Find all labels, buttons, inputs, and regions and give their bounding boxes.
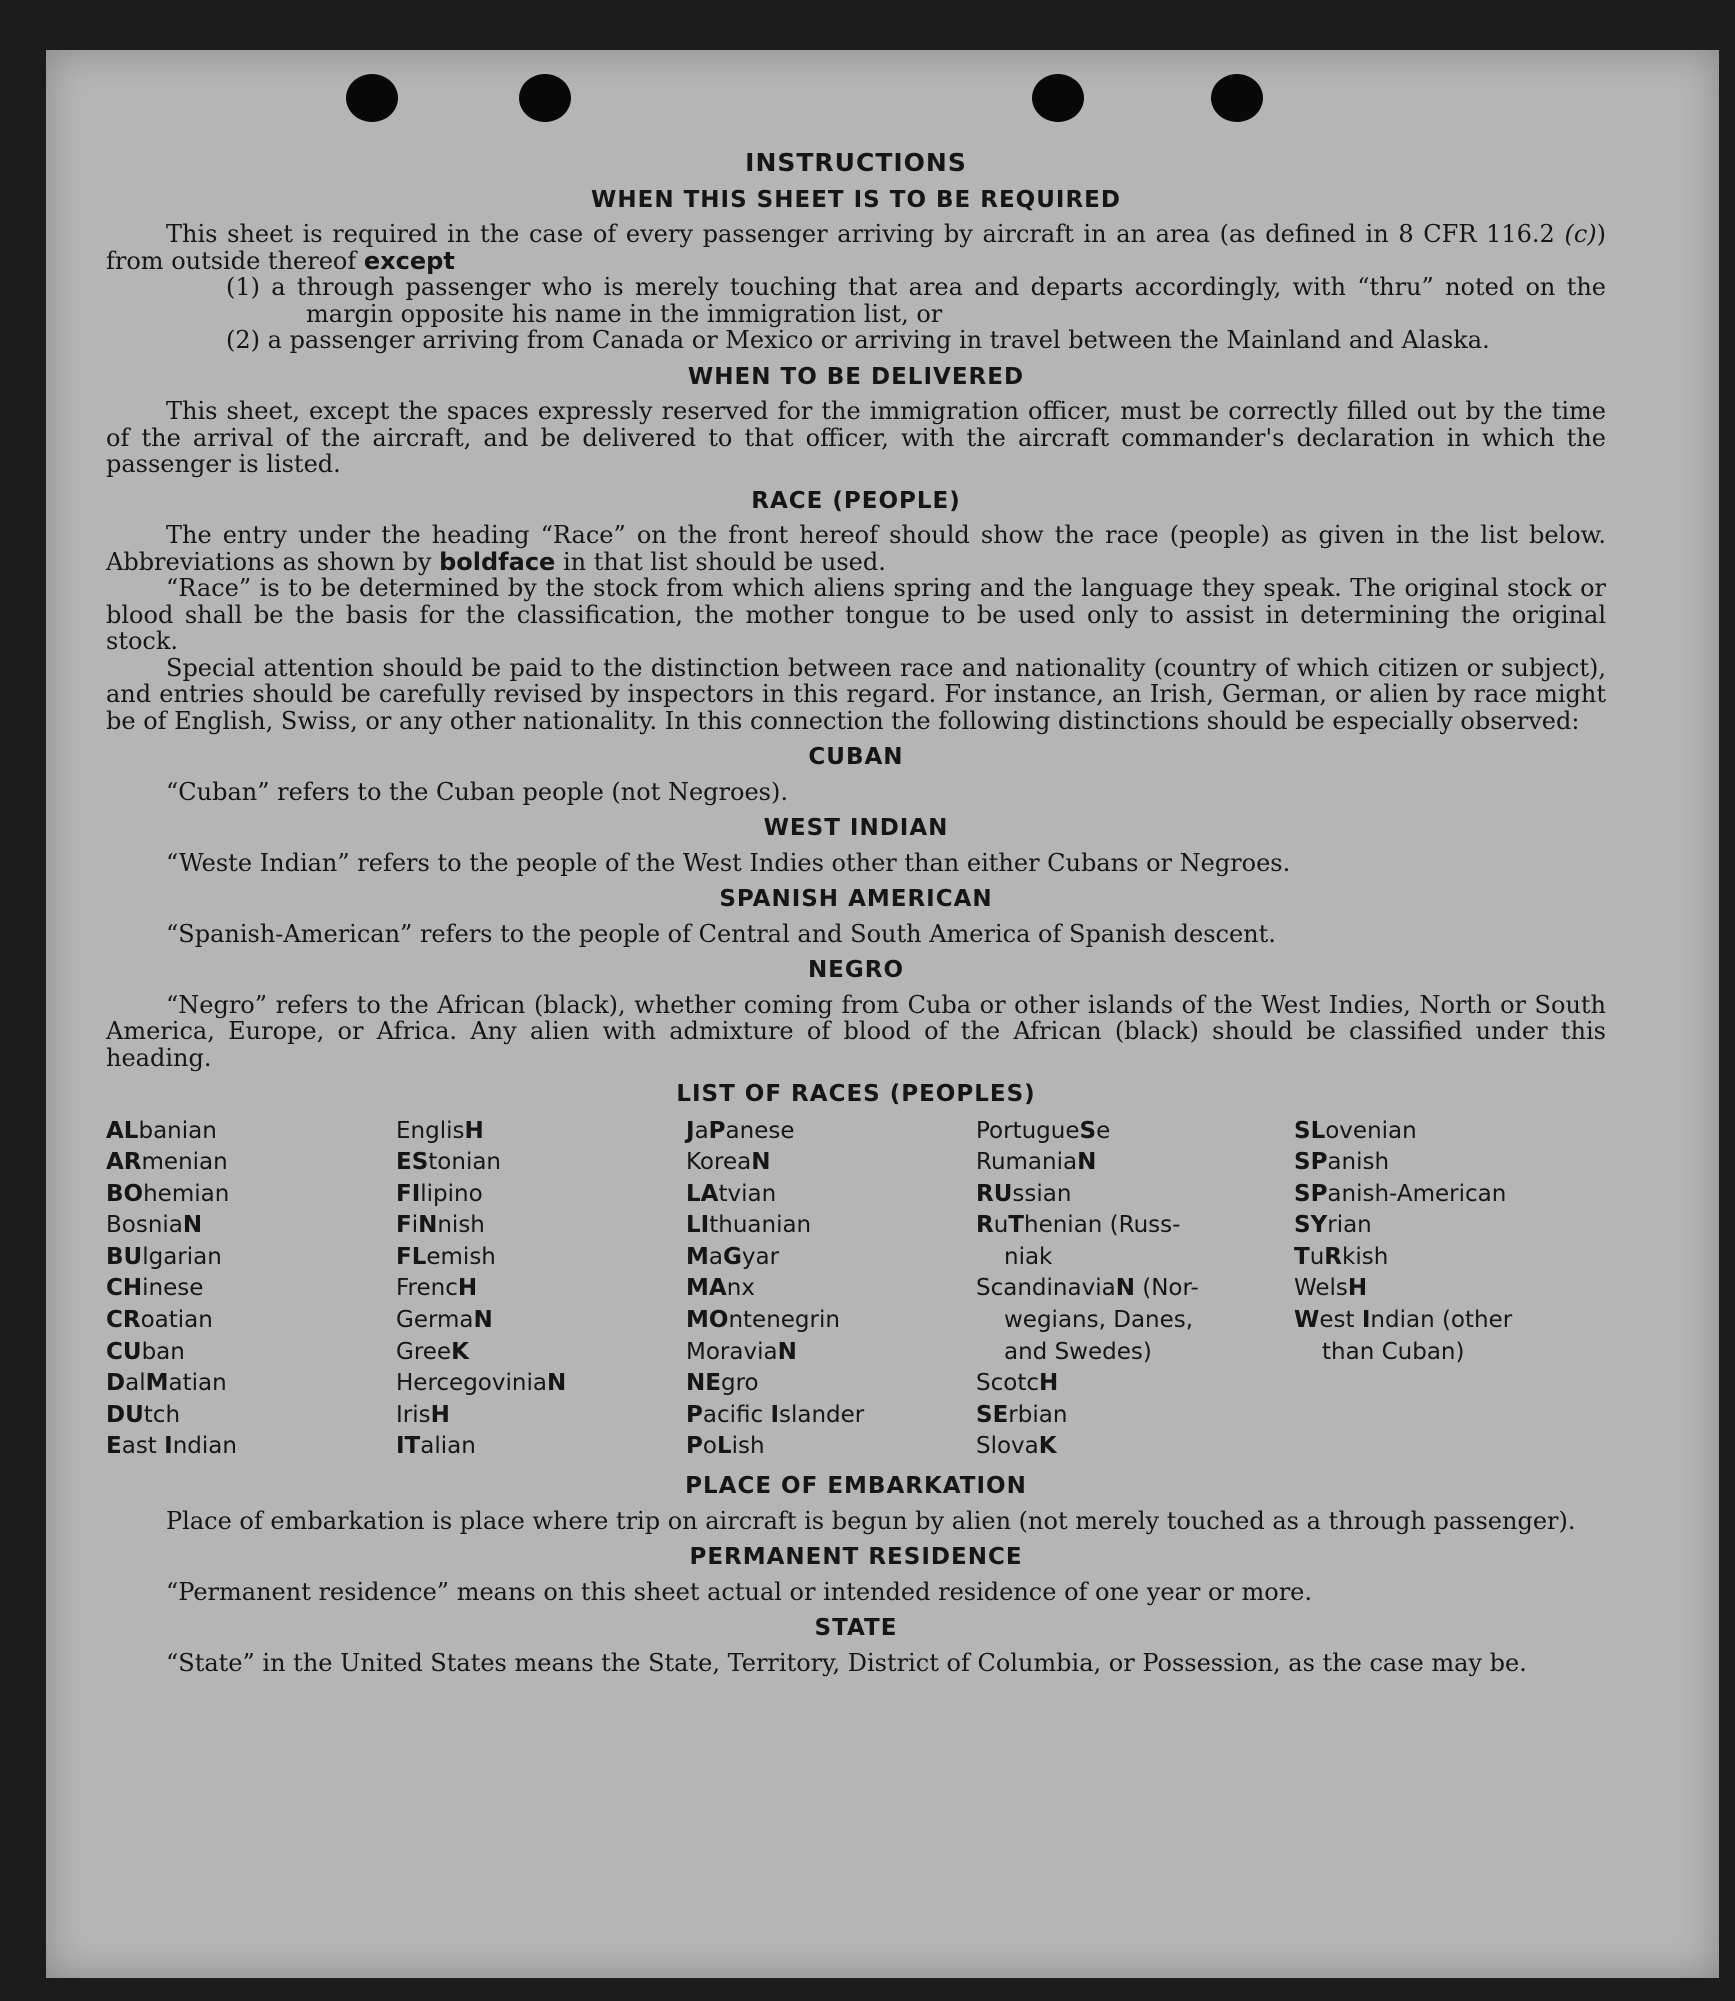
- race-entry: [976, 1400, 1294, 1432]
- race-entry-text: al: [125, 1370, 146, 1397]
- race-entry-text: alian: [420, 1433, 476, 1460]
- race-entry: [396, 1305, 686, 1337]
- paragraph-race-3: Special attention should be paid to the distinction between race and nationality (country of which citizen or subject), and entries should be carefully revised by inspectors in this regard. For instance, an Irish, German, or alien by race might be of English, Swiss, or any other nationality. In this connection the following distinctions should be especially observed:: [106, 653, 1606, 735]
- race-entry-text: atian: [168, 1370, 227, 1397]
- race-entry-text: SY: [1294, 1212, 1328, 1239]
- race-entry: [1294, 1179, 1544, 1211]
- exception-item-2: (2) a passenger arriving from Canada or Mexico or arriving in travel between the Mainland and Alaska.: [226, 326, 1490, 354]
- race-entry-text: MO: [686, 1307, 729, 1334]
- race-entry: [686, 1116, 976, 1148]
- race-entry: [1294, 1147, 1544, 1179]
- punch-hole: [346, 74, 398, 122]
- race-entry-text: I: [1361, 1307, 1371, 1334]
- race-entry: [686, 1368, 976, 1400]
- race-entry-text: Korea: [686, 1149, 752, 1176]
- race-entry: [396, 1116, 686, 1148]
- race-entry-text: Scotc: [976, 1370, 1039, 1397]
- race-entry-text: anish: [1327, 1149, 1390, 1176]
- race-entry: [686, 1210, 976, 1242]
- race-entry-text: NE: [686, 1370, 721, 1397]
- race-entry-text: H: [1347, 1275, 1368, 1302]
- race-entry-text: tonian: [428, 1149, 502, 1176]
- race-entry-text: ntenegrin: [728, 1307, 840, 1334]
- race-entry-text: H: [430, 1401, 450, 1428]
- race-entry-text: AR: [106, 1149, 142, 1176]
- race-entry: [1294, 1273, 1544, 1305]
- race-entry-text: ovenian: [1325, 1117, 1417, 1144]
- race-entry-text: Englis: [396, 1117, 465, 1144]
- race-entry-text: anese: [725, 1117, 795, 1144]
- race-entry: [976, 1368, 1294, 1400]
- heading-race: RACE (PEOPLE): [751, 487, 961, 514]
- race-entry: [396, 1400, 686, 1432]
- race-entry-text: P: [708, 1117, 726, 1144]
- heading-west-indian: WEST INDIAN: [763, 815, 949, 841]
- race-entry-text: SP: [1294, 1149, 1328, 1176]
- race-entry-text: CU: [106, 1338, 142, 1365]
- race-entry-text: S: [1079, 1117, 1097, 1144]
- race-entry-text: IT: [396, 1433, 421, 1460]
- document-page: [46, 50, 1719, 1978]
- race-column: [1294, 1116, 1544, 1464]
- race-entry-text: u: [993, 1212, 1009, 1239]
- race-entry: [686, 1337, 976, 1369]
- race-entry-text: banian: [138, 1117, 217, 1144]
- race-entry-text: oatian: [140, 1307, 213, 1334]
- race-entry: [1294, 1305, 1544, 1337]
- race-entry-text: est: [1319, 1307, 1362, 1334]
- paragraph-state: “State” in the United States means the State, Territory, District of Columbia, or Possession, as the case may be.: [166, 1648, 1527, 1677]
- race-entry-text: N: [418, 1212, 438, 1239]
- race-entry: [396, 1273, 686, 1305]
- race-entry: [686, 1179, 976, 1211]
- race-list: [106, 1116, 1606, 1464]
- race-entry-text: Rumania: [976, 1149, 1078, 1176]
- race-entry-text: SP: [1294, 1180, 1328, 1207]
- race-entry-text: i: [411, 1212, 419, 1239]
- exception-item-1: (1) a through passenger who is merely touching that area and departs accordingly, with “thru” noted on the margin opposite his name in the immigration list, or: [226, 273, 1606, 328]
- race-entry: [976, 1179, 1294, 1211]
- race-column: [396, 1116, 686, 1464]
- race-column: [106, 1116, 396, 1464]
- race-entry: [976, 1147, 1294, 1179]
- race-entry: [106, 1147, 396, 1179]
- race-entry-text: Moravia: [686, 1338, 778, 1365]
- race-entry-text: E: [106, 1433, 122, 1460]
- race-entry-text: e: [1096, 1117, 1111, 1144]
- race-entry-text: CR: [106, 1307, 141, 1334]
- race-entry-text: T: [1008, 1212, 1024, 1239]
- race-entry-text: CH: [106, 1275, 143, 1302]
- race-entry: [396, 1179, 686, 1211]
- race-entry-text: Wels: [1294, 1275, 1348, 1302]
- punch-hole: [519, 74, 571, 122]
- race-entry: [396, 1210, 686, 1242]
- race-entry-text: ast: [121, 1433, 165, 1460]
- race-entry-text: MA: [686, 1275, 727, 1302]
- race-entry-text: thuanian: [709, 1212, 812, 1239]
- race-entry-text: Slova: [976, 1433, 1039, 1460]
- race-entry-text: nx: [726, 1275, 755, 1302]
- race-entry-text: ndian (other: [1370, 1307, 1513, 1334]
- race-entry-text: lipino: [420, 1180, 483, 1207]
- race-entry-text: N: [751, 1149, 771, 1176]
- race-entry-text: H: [1038, 1370, 1059, 1397]
- race-column: [686, 1116, 976, 1464]
- race-entry-text: Frenc: [396, 1275, 458, 1302]
- race-entry-text: N: [473, 1307, 493, 1334]
- race-entry: [106, 1431, 396, 1463]
- race-entry-text: ndian: [172, 1433, 237, 1460]
- race-entry: [686, 1242, 976, 1274]
- race-entry-text: FI: [396, 1180, 421, 1207]
- race-entry-text: ES: [396, 1149, 429, 1176]
- race-entry-text: RU: [976, 1180, 1013, 1207]
- race-entry-text: H: [457, 1275, 478, 1302]
- race-entry: [106, 1116, 396, 1148]
- race-entry: [976, 1273, 1294, 1305]
- punch-hole: [1032, 74, 1084, 122]
- race-entry-text: R: [976, 1212, 994, 1239]
- race-entry-text: a: [708, 1243, 723, 1270]
- race-entry-text: yar: [741, 1243, 780, 1270]
- paragraph-when-delivered: This sheet, except the spaces expressly reserved for the immigration officer, must be correctly filled out by the time of the arrival of the aircraft, and be delivered to that officer, with the aircraft commander's declaration in which the passenger is listed.: [106, 397, 1606, 478]
- race-entry-text: and Swedes): [1004, 1338, 1152, 1365]
- heading-embarkation: PLACE OF EMBARKATION: [685, 1473, 1027, 1500]
- heading-instructions: INSTRUCTIONS: [745, 148, 967, 177]
- race-entry-text: I: [164, 1433, 173, 1460]
- race-entry-text: N: [777, 1338, 797, 1365]
- race-entry-text: a: [694, 1117, 709, 1144]
- race-entry-text: I: [770, 1401, 779, 1428]
- paragraph-race-2: “Race” is to be determined by the stock from which aliens spring and the language they speak. The original stock or blood shall be the basis for the classification, the mother tongue to be used only to assist in determining the original stock.: [106, 574, 1606, 655]
- race-entry-text: P: [686, 1401, 703, 1428]
- race-entry-text: LI: [686, 1212, 710, 1239]
- race-entry-text: acific: [702, 1401, 771, 1428]
- race-entry-text: BO: [106, 1180, 144, 1207]
- race-entry-text: Bosnia: [106, 1212, 183, 1239]
- race-entry-text: SE: [976, 1401, 1009, 1428]
- race-entry-text: Iris: [396, 1401, 431, 1428]
- punch-hole: [1211, 74, 1263, 122]
- paragraph-negro: “Negro” refers to the African (black), whether coming from Cuba or other islands of the West Indies, North or South America, Europe, or Africa. Any alien with admixture of blood of the African (black) should be classified under this heading.: [106, 990, 1606, 1072]
- heading-cuban: CUBAN: [808, 744, 904, 770]
- race-entry-text: menian: [141, 1149, 228, 1176]
- race-entry: [976, 1305, 1294, 1337]
- paragraph-west-indian: “Weste Indian” refers to the people of the West Indies other than either Cubans or Negroes.: [166, 848, 1291, 877]
- race-entry: [106, 1179, 396, 1211]
- instructions-content: [106, 150, 1606, 1676]
- race-entry-text: Hercegovinia: [396, 1370, 547, 1397]
- heading-when-delivered: WHEN TO BE DELIVERED: [687, 363, 1025, 390]
- race-entry-text: anish-American: [1327, 1180, 1507, 1207]
- race-entry-text: D: [106, 1370, 126, 1397]
- race-entry-text: nish: [437, 1212, 485, 1239]
- race-entry: [106, 1400, 396, 1432]
- race-entry: [396, 1242, 686, 1274]
- race-entry-text: inese: [142, 1275, 204, 1302]
- race-entry-text: N: [546, 1370, 567, 1397]
- heading-when-required: WHEN THIS SHEET IS TO BE REQUIRED: [591, 186, 1121, 213]
- race-entry-text: tch: [143, 1401, 181, 1428]
- race-entry-text: P: [686, 1433, 703, 1460]
- race-entry-text: Gree: [396, 1338, 452, 1365]
- race-entry-text: ssian: [1012, 1180, 1072, 1207]
- race-entry: [106, 1305, 396, 1337]
- heading-permanent-residence: PERMANENT RESIDENCE: [689, 1544, 1023, 1571]
- race-entry: [976, 1116, 1294, 1148]
- race-entry-text: FL: [396, 1243, 427, 1270]
- race-entry-text: Scandinavia: [976, 1275, 1116, 1302]
- race-entry-text: lgarian: [142, 1243, 222, 1270]
- race-entry: [396, 1431, 686, 1463]
- race-entry-text: AL: [106, 1117, 139, 1144]
- race-entry-text: LA: [686, 1180, 719, 1207]
- race-entry: [1294, 1337, 1544, 1369]
- race-entry-text: henian (Russ-: [1024, 1212, 1181, 1239]
- race-entry-text: K: [1038, 1433, 1057, 1460]
- race-entry: [686, 1305, 976, 1337]
- race-entry-text: niak: [1004, 1243, 1053, 1270]
- race-entry-text: M: [686, 1243, 709, 1270]
- race-entry-text: slander: [779, 1401, 865, 1428]
- race-entry-text: Portugue: [976, 1117, 1080, 1144]
- race-entry-text: BU: [106, 1243, 143, 1270]
- race-entry-text: tvian: [718, 1180, 777, 1207]
- paragraph-permanent-residence: “Permanent residence” means on this sheet actual or intended residence of one year or more.: [166, 1577, 1312, 1606]
- race-entry-text: rbian: [1008, 1401, 1068, 1428]
- race-entry-text: N: [1077, 1149, 1097, 1176]
- heading-spanish-american: SPANISH AMERICAN: [719, 886, 993, 912]
- race-entry-text: (Nor-: [1134, 1275, 1199, 1302]
- race-entry: [396, 1147, 686, 1179]
- race-entry: [106, 1210, 396, 1242]
- race-entry-text: M: [145, 1370, 169, 1397]
- heading-negro: NEGRO: [807, 957, 905, 983]
- race-entry: [976, 1242, 1294, 1274]
- race-entry-text: T: [1294, 1243, 1310, 1270]
- race-entry: [686, 1273, 976, 1305]
- race-entry: [396, 1368, 686, 1400]
- paragraph-embarkation: Place of embarkation is place where trip on aircraft is begun by alien (not merely touched as a through passenger).: [166, 1506, 1576, 1535]
- paragraph-when-required: This sheet is required in the case of every passenger arriving by aircraft in an area (as defined in 8 CFR 116.2 (c)) from outside thereof except: [106, 220, 1606, 275]
- race-entry-text: DU: [106, 1401, 144, 1428]
- race-entry: [976, 1337, 1294, 1369]
- race-entry: [976, 1431, 1294, 1463]
- race-column: [976, 1116, 1294, 1464]
- race-entry: [976, 1210, 1294, 1242]
- race-entry-text: kish: [1342, 1243, 1389, 1270]
- race-entry: [106, 1273, 396, 1305]
- race-entry-text: hemian: [143, 1180, 230, 1207]
- race-entry: [396, 1337, 686, 1369]
- race-entry: [1294, 1116, 1544, 1148]
- race-entry-text: u: [1309, 1243, 1325, 1270]
- race-entry-text: emish: [426, 1243, 496, 1270]
- race-entry-text: G: [723, 1243, 742, 1270]
- race-entry-text: SL: [1294, 1117, 1326, 1144]
- race-entry-text: gro: [720, 1370, 759, 1397]
- race-entry-text: H: [464, 1117, 484, 1144]
- heading-list-of-races: LIST OF RACES (PEOPLES): [676, 1081, 1036, 1107]
- race-entry: [1294, 1242, 1544, 1274]
- heading-state: STATE: [814, 1615, 898, 1642]
- race-entry-text: than Cuban): [1322, 1338, 1465, 1365]
- race-entry: [686, 1400, 976, 1432]
- race-entry-text: L: [716, 1433, 732, 1460]
- race-entry-text: ish: [731, 1433, 765, 1460]
- paragraph-cuban: “Cuban” refers to the Cuban people (not Negroes).: [166, 777, 788, 806]
- paragraph-race-1: The entry under the heading “Race” on the front hereof should show the race (people) as given in the list below. Abbreviations as shown by boldface in that list should be used.: [106, 521, 1606, 576]
- race-entry-text: N: [1115, 1275, 1135, 1302]
- paragraph-spanish-american: “Spanish-American” refers to the people of Central and South America of Spanish descent.: [166, 919, 1276, 948]
- race-entry: [686, 1147, 976, 1179]
- race-entry-text: N: [182, 1212, 203, 1239]
- race-entry-text: Germa: [396, 1307, 474, 1334]
- race-entry-text: J: [686, 1117, 695, 1144]
- race-entry-text: ban: [141, 1338, 185, 1365]
- race-entry: [106, 1242, 396, 1274]
- race-entry-text: R: [1324, 1243, 1342, 1270]
- race-entry-text: W: [1294, 1307, 1320, 1334]
- race-entry: [686, 1431, 976, 1463]
- race-entry: [106, 1368, 396, 1400]
- race-entry-text: o: [702, 1433, 717, 1460]
- race-entry-text: F: [396, 1212, 412, 1239]
- race-entry-text: wegians, Danes,: [1004, 1307, 1194, 1334]
- race-entry: [1294, 1210, 1544, 1242]
- race-entry-text: K: [451, 1338, 469, 1365]
- race-entry: [106, 1337, 396, 1369]
- race-entry-text: rian: [1327, 1212, 1372, 1239]
